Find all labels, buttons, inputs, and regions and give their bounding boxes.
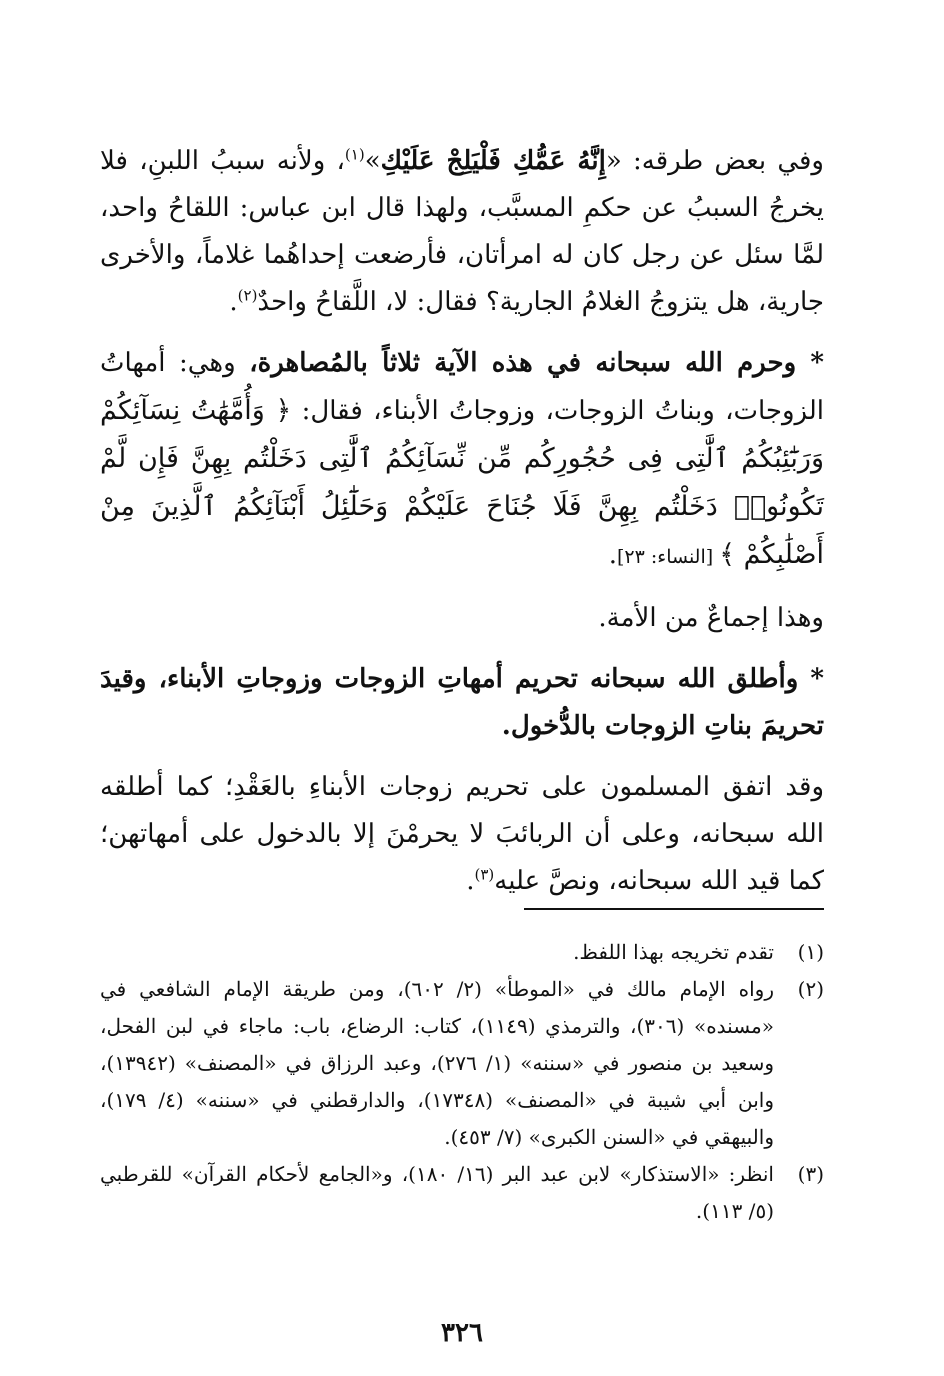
- paragraph-1-end: .: [229, 287, 238, 317]
- quran-verse: ﴿ وَأُمَّهَٰتُ نِسَآئِكُمْ وَرَبَٰٓئِبُكُمُ ٱلَّٰتِى فِى حُجُورِكُم مِّن نِّسَآئِكُمُ ٱلَّٰتِى دَخَلْتُم بِهِنَّ فَإِن لَّمْ تَكُونُوا۟ دَخَلْتُم بِهِنَّ فَلَا جُنَاحَ عَلَيْكُمْ وَحَلَٰٓئِلُ أَبْنَآئِكُمُ ٱلَّذِينَ مِنْ أَصْلَٰبِكُمْ ﴾: [100, 395, 825, 570]
- paragraph-1-body: ، ولأنه سببُ اللبنِ، فلا يخرجُ السببُ عن حكمِ المسبَّب، ولهذا قال ابن عباس: اللقاحُ واحد، لمَّا سئل عن رجل كان له امرأتان، فأرضعت إحداهُما غلاماً، والأخرى جارية، هل يتزوجُ الغلامُ الجارية؟ فقال: لا، اللَّقاحُ واحدٌ: [100, 146, 824, 317]
- footnote-number: (٣): [797, 1162, 824, 1186]
- footnote-1: [100, 934, 824, 971]
- footnote-text: تقدم تخريجه بهذا اللفظ.: [573, 940, 774, 964]
- footnote-ref-1[interactable]: (١): [344, 145, 365, 164]
- footnote-ref-2[interactable]: (٢): [237, 286, 258, 305]
- footnote-separator: [524, 908, 824, 910]
- hadith-quote: إِنَّهُ عَمُّكِ فَلْيَلِجْ عَلَيْكِ: [380, 146, 606, 176]
- main-text: [100, 138, 824, 919]
- footnote-3: [100, 1156, 824, 1230]
- paragraph-5-body: وقد اتفق المسلمون على تحريم زوجات الأبناءِ بالعَقْدِ؛ كما أطلقه الله سبحانه، وعلى أن الربائبَ لا يحرمْنَ إلا بالدخول على أمهاتهن؛ كما قيد الله سبحانه، ونصَّ عليه: [100, 772, 824, 896]
- footnote-ref-3[interactable]: (٣): [474, 865, 495, 884]
- paragraph-2-heading: * وحرم الله سبحانه في هذه الآية ثلاثاً بالمُصاهرة،: [249, 348, 825, 378]
- paragraph-1-intro: وفي بعض طرقه: «: [605, 146, 824, 176]
- verse-reference: [النساء: ٢٣]: [616, 546, 720, 568]
- paragraph-2-body: وهي: أمهاتُ الزوجات، وبناتُ الزوجات، وزوجاتُ الأبناء، فقال:: [100, 348, 825, 426]
- paragraph-2: [100, 340, 824, 581]
- footnotes-section: [100, 934, 824, 1230]
- footnote-number: (١): [797, 940, 824, 964]
- paragraph-3: وهذا إجماعٌ من الأمة.: [598, 603, 824, 633]
- footnote-2: [100, 971, 824, 1156]
- quote-close: »: [364, 146, 381, 176]
- paragraph-4: * وأطلق الله سبحانه تحريم أمهاتِ الزوجات وزوجاتِ الأبناء، وقيدَ تحريمَ بناتِ الزوجات بالدُّخول.: [100, 664, 824, 741]
- footnote-text: انظر: «الاستذكار» لابن عبد البر (١٦/ ١٨٠)، و«الجامع لأحكام القرآن» للقرطبي (٥/ ١١٣).: [100, 1162, 774, 1223]
- footnote-number: (٢): [797, 977, 824, 1001]
- book-page: [100, 0, 824, 1376]
- footnote-text: رواه الإمام مالك في «الموطأ» (٢/ ٦٠٢)، ومن طريقة الإمام الشافعي في «مسنده» (٣٠٦)، والترمذي (١١٤٩)، كتاب: الرضاع، باب: ماجاء في لبن الفحل، وسعيد بن منصور في «سننه» (١/ ٢٧٦)، وعبد الرزاق في «المصنف» (١٣٩٤٢)، وابن أبي شيبة في «المصنف» (١٧٣٤٨)، والدارقطني في «سننه» (٤/ ١٧٩)، والبيهقي في «السنن الكبرى» (٧/ ٤٥٣).: [100, 977, 774, 1149]
- page-number: ٣٢٦: [441, 1318, 483, 1348]
- paragraph-5: [100, 764, 824, 905]
- paragraph-1: [100, 138, 824, 326]
- paragraph-5-end: .: [466, 866, 475, 896]
- paragraph-2-end: .: [608, 540, 617, 570]
